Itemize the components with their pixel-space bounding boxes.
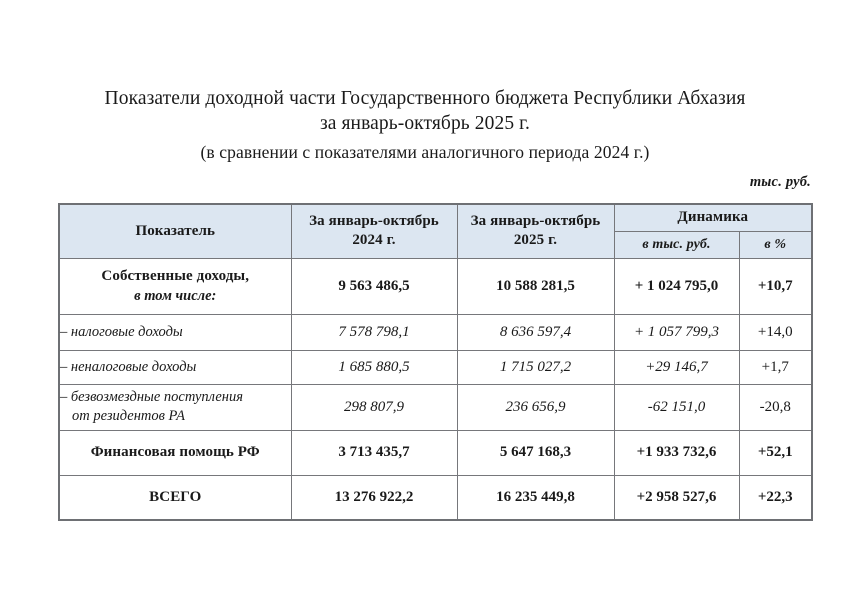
budget-table-container (58, 203, 811, 521)
row-label-main: ВСЕГО (149, 488, 202, 505)
table-header (59, 204, 812, 258)
row-label-main: – неналоговые доходы (60, 358, 197, 375)
row-label-total (59, 475, 291, 520)
cell-2024: 9 563 486,5 (291, 258, 457, 314)
cell-2024: 3 713 435,7 (291, 430, 457, 475)
row-label-own-revenues (59, 258, 291, 314)
row-label-main: Финансовая помощь РФ (90, 444, 260, 460)
column-header-period-2024-line2: 2024 г. (352, 232, 396, 249)
column-header-period-2025 (457, 204, 614, 258)
row-label-main: – безвозмездные поступления (60, 389, 243, 405)
column-header-dynamics-absolute: в тыс. руб. (614, 231, 739, 258)
cell-delta-abs: + 1 024 795,0 (614, 258, 739, 314)
cell-2025: 1 715 027,2 (457, 350, 614, 384)
cell-delta-pct: +22,3 (739, 475, 812, 520)
cell-delta-pct: -20,8 (739, 384, 812, 430)
row-label-financial-aid-rf (59, 430, 291, 475)
cell-2025: 16 235 449,8 (457, 475, 614, 520)
cell-delta-pct: +1,7 (739, 350, 812, 384)
column-header-period-2024 (291, 204, 457, 258)
table-row (59, 350, 812, 384)
table-body (59, 258, 812, 520)
column-header-period-2025-line2: 2025 г. (513, 232, 558, 249)
units-label: тыс. руб. (749, 174, 811, 190)
cell-delta-pct: +52,1 (739, 430, 812, 475)
table-row (59, 384, 812, 430)
document-title-block (0, 86, 850, 164)
row-label-main: – налоговые доходы (60, 323, 183, 340)
table-row (59, 314, 812, 350)
row-label-tax-revenues (59, 314, 291, 350)
table-row (59, 430, 812, 475)
cell-delta-pct: +10,7 (739, 258, 812, 314)
table-row (59, 475, 812, 520)
cell-2025: 236 656,9 (457, 384, 614, 430)
table-row (59, 258, 812, 314)
cell-delta-pct: +14,0 (739, 314, 812, 350)
page-title-line-2: за январь-октябрь 2025 г. (319, 113, 531, 134)
page-title-line-1: Показатели доходной части Государственного бюджета Республики Абхазия (104, 88, 746, 109)
row-label-main: Собственные доходы, (101, 267, 250, 284)
column-header-period-2025-line1: За январь-октябрь (470, 213, 601, 230)
cell-delta-abs: +2 958 527,6 (614, 475, 739, 520)
row-label-nontax-revenues (59, 350, 291, 384)
cell-2025: 8 636 597,4 (457, 314, 614, 350)
cell-2024: 1 685 880,5 (291, 350, 457, 384)
cell-2025: 10 588 281,5 (457, 258, 614, 314)
cell-2024: 13 276 922,2 (291, 475, 457, 520)
page-subtitle: (в сравнении с показателями аналогичного периода 2024 г.) (200, 142, 650, 162)
cell-2024: 7 578 798,1 (291, 314, 457, 350)
cell-delta-abs: +29 146,7 (614, 350, 739, 384)
column-header-dynamics: Динамика (614, 204, 812, 231)
budget-table (58, 203, 813, 521)
column-header-indicator: Показатель (59, 204, 291, 258)
cell-2024: 298 807,9 (291, 384, 457, 430)
row-label-sub: от резидентов РА (72, 408, 185, 424)
table-header-row-1 (59, 204, 812, 231)
cell-2025: 5 647 168,3 (457, 430, 614, 475)
cell-delta-abs: -62 151,0 (614, 384, 739, 430)
column-header-period-2024-line1: За январь-октябрь (309, 213, 439, 230)
row-label-sub: в том числе: (134, 287, 217, 304)
row-label-gratuitous-receipts (59, 384, 291, 430)
cell-delta-abs: +1 933 732,6 (614, 430, 739, 475)
cell-delta-abs: + 1 057 799,3 (614, 314, 739, 350)
column-header-dynamics-percent: в % (739, 231, 812, 258)
